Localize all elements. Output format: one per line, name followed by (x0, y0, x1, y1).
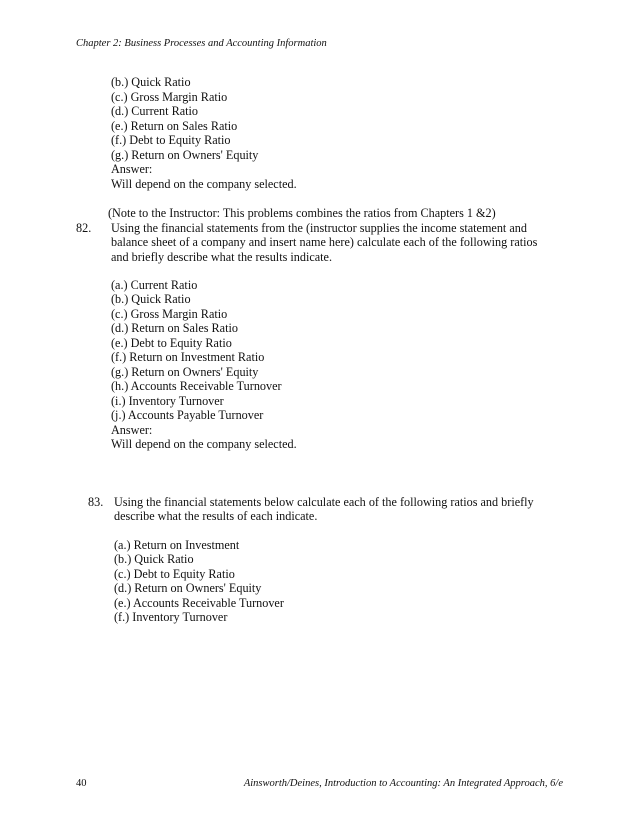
instructor-note: (Note to the Instructor: This problems combines the ratios from Chapters 1 &2) (108, 206, 496, 220)
list-item: (b.) Quick Ratio (114, 552, 194, 566)
question-number: 83. (88, 495, 104, 509)
answer-label: Answer: (111, 162, 153, 176)
list-item: (f.) Return on Investment Ratio (111, 350, 265, 364)
list-item: (c.) Gross Margin Ratio (111, 90, 228, 104)
running-header: Chapter 2: Business Processes and Accounting Information (76, 38, 327, 49)
page-number: 40 (76, 778, 87, 789)
list-item: (e.) Accounts Receivable Turnover (114, 596, 284, 610)
question-text-line: describe what the results of each indicate. (114, 509, 318, 523)
list-item: (e.) Debt to Equity Ratio (111, 336, 232, 350)
footer-citation: Ainsworth/Deines, Introduction to Accounting: An Integrated Approach, 6/e (243, 778, 563, 789)
list-item: (b.) Quick Ratio (111, 292, 191, 306)
question-text-line: and briefly describe what the results indicate. (111, 250, 332, 264)
list-item: (j.) Accounts Payable Turnover (111, 408, 264, 422)
list-item: (f.) Debt to Equity Ratio (111, 133, 231, 147)
list-item: (a.) Return on Investment (114, 538, 240, 552)
list-item: (c.) Gross Margin Ratio (111, 307, 228, 321)
question-text-line: balance sheet of a company and insert name here) calculate each of the following ratios (111, 235, 538, 249)
list-item: (d.) Return on Owners' Equity (114, 581, 262, 595)
list-item: (a.) Current Ratio (111, 278, 198, 292)
list-item: (c.) Debt to Equity Ratio (114, 567, 235, 581)
list-item: (i.) Inventory Turnover (111, 394, 224, 408)
list-item: (h.) Accounts Receivable Turnover (111, 379, 282, 393)
question-text-line: Using the financial statements from the (instructor supplies the income statement and (111, 221, 527, 235)
list-item: (g.) Return on Owners' Equity (111, 148, 259, 162)
list-item: (d.) Return on Sales Ratio (111, 321, 238, 335)
answer-label: Answer: (111, 423, 153, 437)
question-number: 82. (76, 221, 92, 235)
question-text-line: Using the financial statements below calculate each of the following ratios and briefly (114, 495, 534, 509)
answer-text: Will depend on the company selected. (111, 177, 297, 191)
list-item: (d.) Current Ratio (111, 104, 198, 118)
list-item: (g.) Return on Owners' Equity (111, 365, 259, 379)
list-item: (f.) Inventory Turnover (114, 610, 228, 624)
list-item: (b.) Quick Ratio (111, 75, 191, 89)
list-item: (e.) Return on Sales Ratio (111, 119, 238, 133)
answer-text: Will depend on the company selected. (111, 437, 297, 451)
